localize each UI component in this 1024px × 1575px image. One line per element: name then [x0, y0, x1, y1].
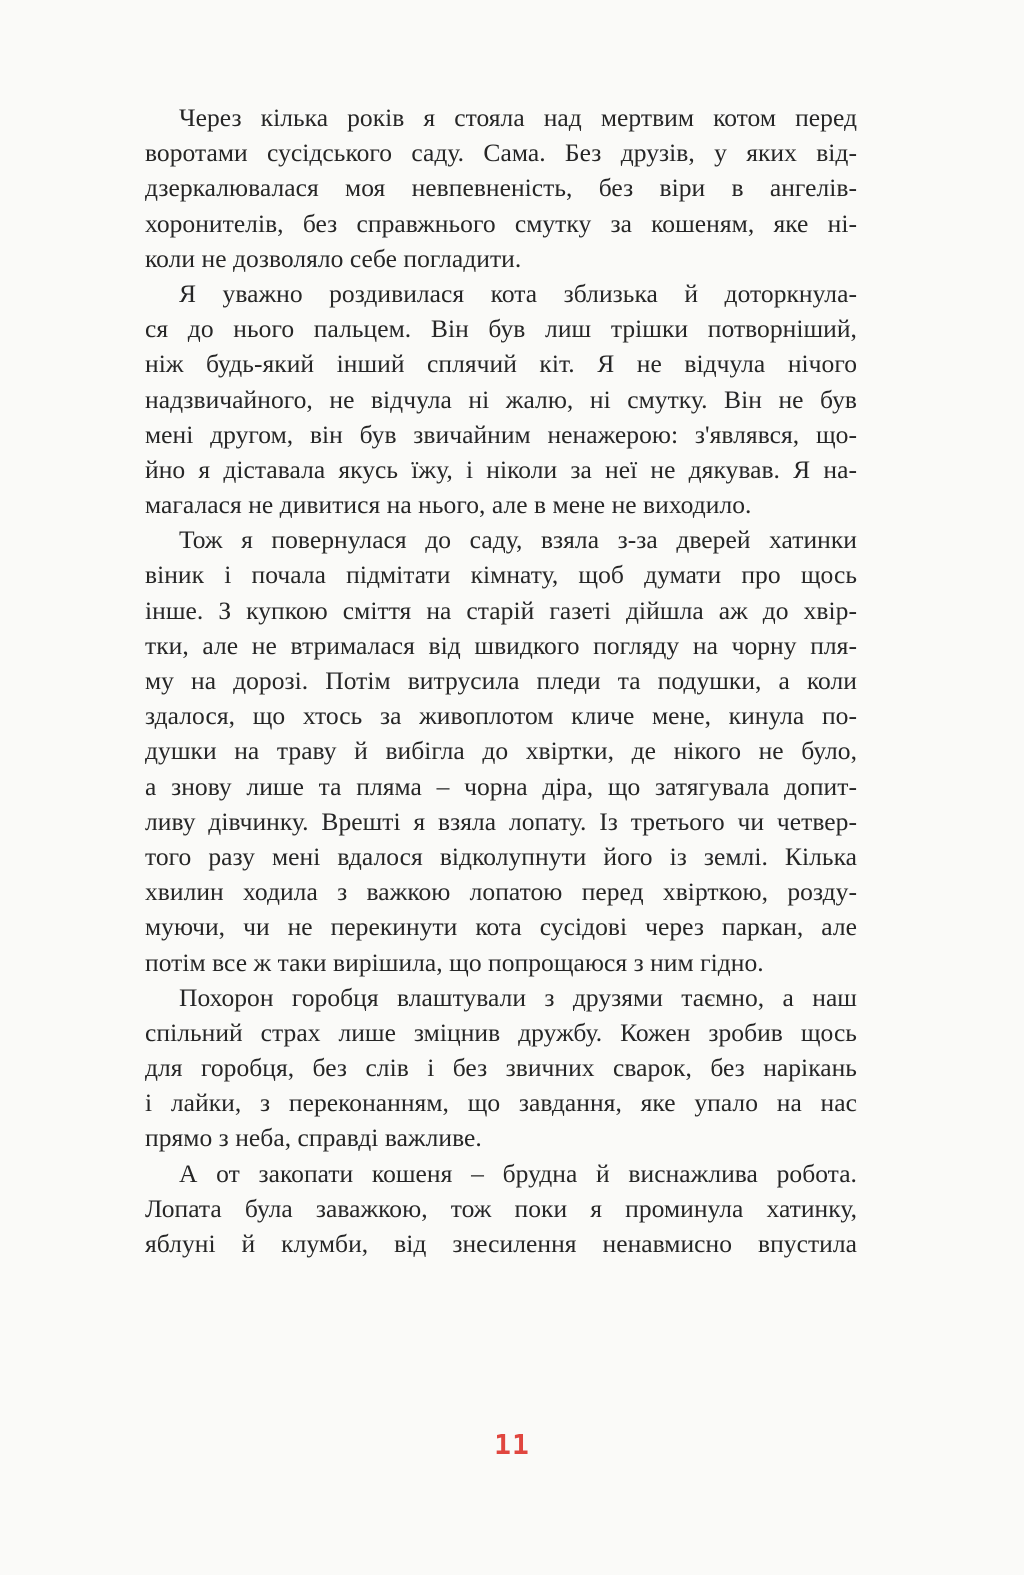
- text-line: інше. З купкою сміття на старій газеті дійшла аж до хвір-: [145, 595, 857, 625]
- paragraph-3: [145, 522, 857, 979]
- text-line: Через кілька років я стояла над мертвим котом перед: [179, 103, 857, 132]
- text-block: [145, 100, 857, 1261]
- text-line: і лайки, з переконанням, що завдання, яке упало на нас: [145, 1088, 857, 1118]
- page-number: 11: [494, 1428, 530, 1461]
- text-line: здалося, що хтось за живоплотом кличе мене, кинула по-: [145, 701, 857, 731]
- paragraph-5: [145, 1156, 857, 1262]
- text-line: хвилин ходила з важкою лопатою перед хвірткою, розду-: [145, 877, 857, 907]
- text-line: потім все ж таки вирішила, що попрощаюся з ним гідно.: [145, 947, 764, 977]
- text-line: воротами сусідського саду. Сама. Без друзів, у яких від-: [145, 138, 857, 168]
- paragraph-2: [145, 276, 857, 522]
- text-line: спільний страх лише зміцнив дружбу. Кожен зробив щось: [145, 1017, 857, 1047]
- text-line: надзвичайного, не відчула ні жалю, ні смутку. Він не був: [145, 384, 857, 414]
- text-line: Похорон горобця влаштували з друзями таємно, а наш: [179, 982, 857, 1012]
- text-line: ніж будь-який інший сплячий кіт. Я не відчула нічого: [145, 349, 857, 379]
- text-line: душки на траву й вибігла до хвіртки, де нікого не було,: [145, 736, 857, 766]
- text-line: йно я діставала якусь їжу, і ніколи за неї не дякував. Я на-: [145, 454, 857, 484]
- paragraph-1: [145, 100, 857, 276]
- text-line: того разу мені вдалося відколупнути його із землі. Кілька: [145, 841, 857, 871]
- text-line: а знову лише та пляма – чорна діра, що затягувала допит-: [145, 771, 857, 801]
- text-line: А от закопати кошеня – брудна й виснажлива робота.: [179, 1158, 857, 1188]
- text-line: коли не дозволяло себе погладити.: [145, 243, 522, 273]
- text-line: яблуні й клумби, від знесилення ненавмисно впустила: [145, 1229, 857, 1258]
- text-line: віник і почала підмітати кімнату, щоб думати про щось: [145, 560, 857, 590]
- text-line: муючи, чи не перекинути кота сусідові через паркан, але: [145, 912, 857, 942]
- text-line: тки, але не втрималася від швидкого погляду на чорну пля-: [145, 630, 857, 660]
- text-line: дзеркалювалася моя невпевненість, без віри в ангелів-: [145, 173, 857, 203]
- text-line: хоронителів, без справжнього смутку за кошеням, яке ні-: [145, 208, 857, 238]
- text-line: магалася не дивитися на нього, але в мене не виходило.: [145, 490, 752, 520]
- text-line: ливу дівчинку. Врешті я взяла лопату. Із третього чи четвер-: [145, 806, 857, 836]
- paragraph-4: [145, 980, 857, 1156]
- text-line: мені другом, він був звичайним ненажерою: з'являвся, що-: [145, 419, 857, 449]
- text-line: му на дорозі. Потім витрусила пледи та подушки, а коли: [145, 666, 857, 695]
- text-line: ся до нього пальцем. Він був лиш трішки потворніший,: [145, 314, 857, 344]
- page-body: [145, 100, 857, 1540]
- text-line: Тож я повернулася до саду, взяла з-за дверей хатинки: [179, 525, 857, 555]
- text-line: Я уважно роздивилася кота зблизька й доторкнула-: [179, 278, 857, 308]
- text-line: для горобця, без слів і без звичних сварок, без нарікань: [145, 1053, 857, 1083]
- text-line: Лопата була заважкою, тож поки я проминула хатинку,: [145, 1193, 857, 1223]
- text-line: прямо з неба, справді важливе.: [145, 1123, 482, 1153]
